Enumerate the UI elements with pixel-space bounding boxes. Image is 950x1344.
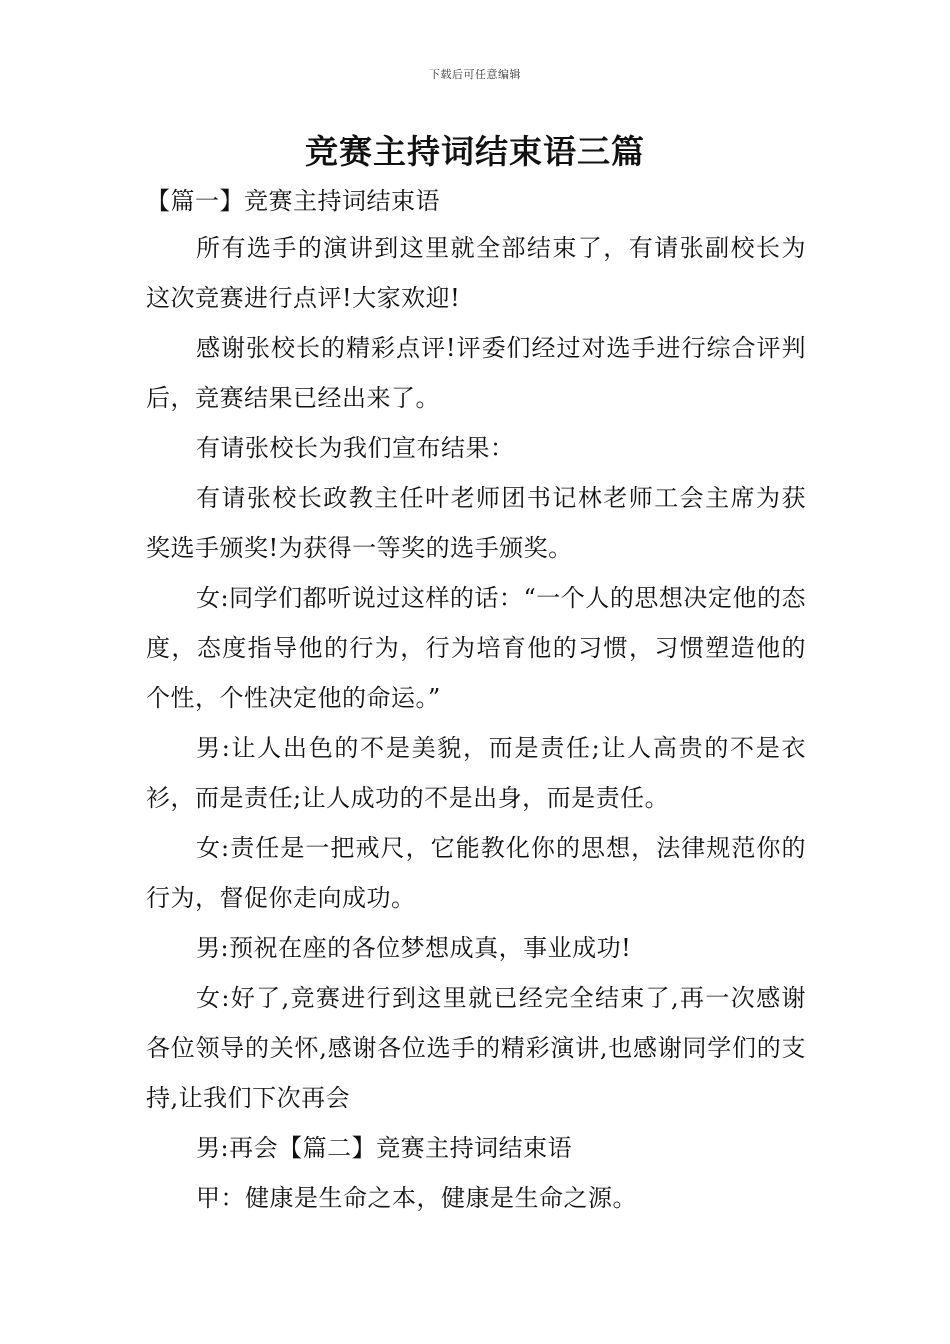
header-note: 下载后可任意编辑 [429,68,521,81]
paragraph: 男:再会【篇二】竞赛主持词结束语 [196,1134,573,1162]
paragraph: 女:责任是一把戒尺，它能教化你的思想，法律规范你的行为，督促你走向成功。 [146,834,806,912]
paragraph: 有请张校长政教主任叶老师团书记林老师工会主席为获奖选手颁奖!为获得一等奖的选手颁奖。 [146,484,806,562]
paragraph: 有请张校长为我们宣布结果： [196,434,515,462]
paragraph: 甲：健康是生命之本，健康是生命之源。 [196,1184,637,1212]
paragraph: 所有选手的演讲到这里就全部结束了，有请张副校长为这次竞赛进行点评!大家欢迎! [146,234,806,312]
paragraph: 男:让人出色的不是美貌，而是责任;让人高贵的不是衣衫，而是责任;让人成功的不是出身，而是责任。 [146,734,806,812]
paragraph: 女:好了,竞赛进行到这里就已经完全结束了,再一次感谢各位领导的关怀,感谢各位选手的精彩演讲,也感谢同学们的支持,让我们下次再会 [146,984,806,1112]
section-heading: 【篇一】竞赛主持词结束语 [146,187,440,215]
paragraph: 感谢张校长的精彩点评!评委们经过对选手进行综合评判后，竞赛结果已经出来了。 [146,334,806,412]
paragraph: 男:预祝在座的各位梦想成真，事业成功! [196,934,632,962]
document-body [146,223,806,1223]
paragraph: 女:同学们都听说过这样的话：“一个人的思想决定他的态度，态度指导他的行为，行为培育他的习惯，习惯塑造他的个性，个性决定他的命运。” [146,584,806,712]
document-title: 竞赛主持词结束语三篇 [305,132,645,171]
